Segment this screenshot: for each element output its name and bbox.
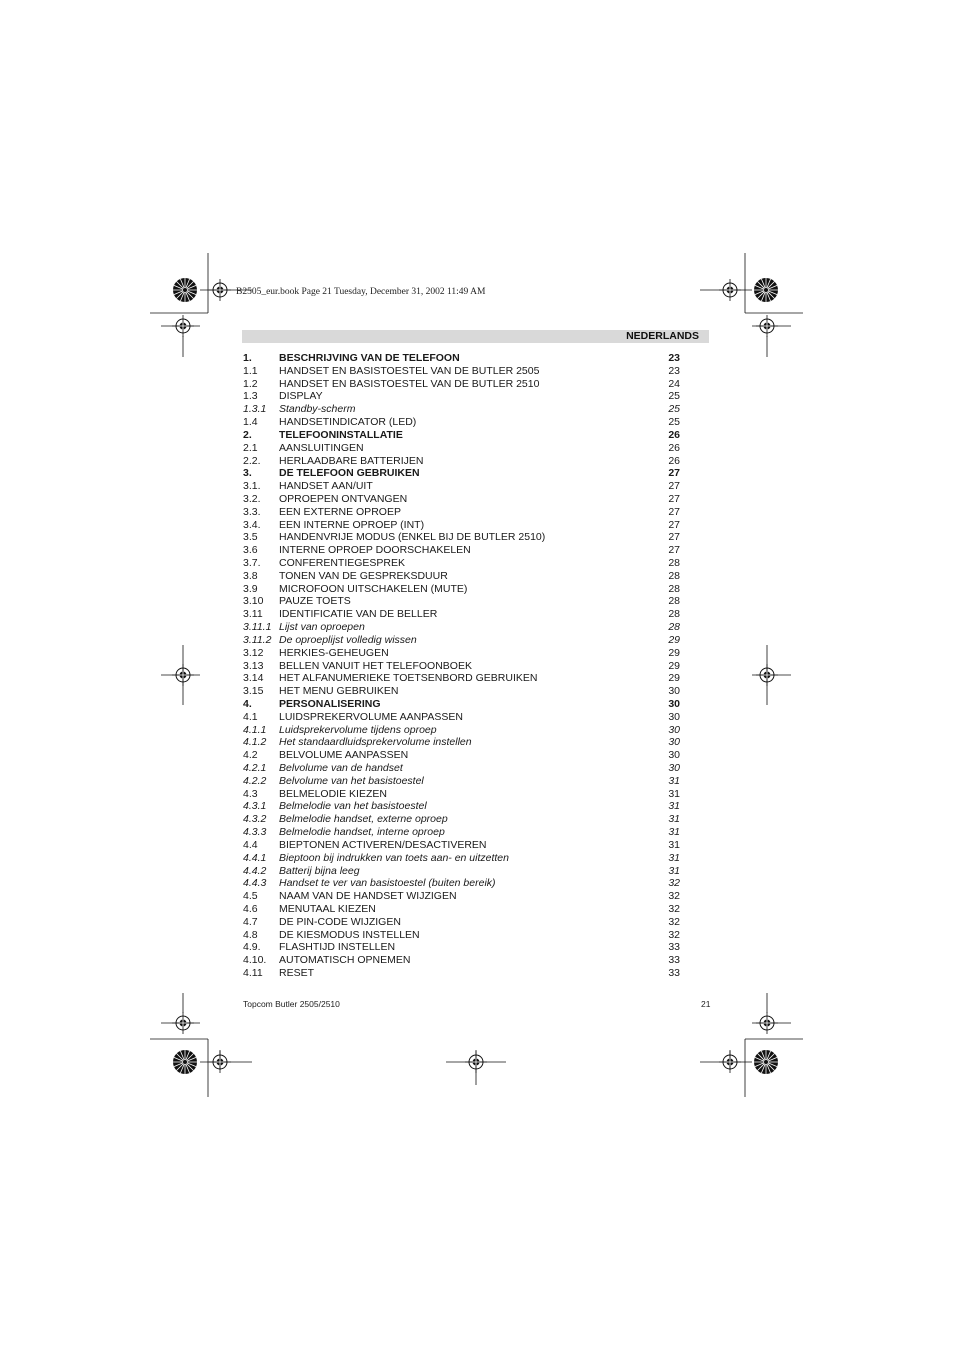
toc-entry-title: HET MENU GEBRUIKEN [279, 685, 399, 698]
toc-entry[interactable] [243, 378, 680, 391]
toc-entry[interactable] [243, 608, 680, 621]
toc-entry-title: LUIDSPREKERVOLUME AANPASSEN [279, 710, 464, 723]
toc-entry-number: 3.12 [243, 646, 264, 659]
toc-entry-number: 4. [243, 697, 252, 710]
toc-entry-title: HANDSETINDICATOR (LED) [279, 416, 417, 429]
toc-entry-page: 28 [668, 608, 680, 621]
toc-entry-page: 29 [668, 659, 680, 672]
toc-entry[interactable] [243, 698, 680, 711]
toc-entry-page: 30 [668, 697, 680, 710]
toc-entry-page: 27 [668, 480, 680, 493]
toc-entry-title: Belmelodie handset, externe oproep [279, 813, 448, 826]
toc-entry-page: 29 [668, 633, 680, 646]
toc-entry-page: 27 [668, 518, 680, 531]
toc-entry-number: 3. [243, 467, 252, 480]
toc-entry-title: FLASHTIJD INSTELLEN [279, 941, 396, 954]
toc-entry-title: Batterij bijna leeg [279, 864, 360, 877]
toc-entry-page: 31 [668, 800, 680, 813]
toc-entry-number: 4.3.3 [243, 826, 267, 839]
toc-entry-number: 4.3.1 [243, 800, 267, 813]
toc-entry-number: 3.15 [243, 685, 264, 698]
toc-entry-number: 2.1 [243, 441, 258, 454]
toc-entry[interactable] [243, 967, 680, 980]
toc-entry[interactable] [243, 493, 680, 506]
toc-entry-title: EEN EXTERNE OPROEP [279, 505, 401, 518]
toc-entry-page: 31 [668, 813, 680, 826]
toc-entry-page: 28 [668, 595, 680, 608]
toc-entry-number: 2. [243, 428, 252, 441]
toc-entry-page: 32 [668, 890, 680, 903]
toc-entry-number: 4.1.1 [243, 723, 267, 736]
toc-entry[interactable] [243, 839, 680, 852]
toc-entry-title: HANDSET EN BASISTOESTEL VAN DE BUTLER 2505 [279, 364, 540, 377]
toc-entry[interactable] [243, 685, 680, 698]
toc-entry-title: Belvolume van het basistoestel [279, 774, 424, 787]
toc-entry-title: CONFERENTIEGESPREK [279, 557, 406, 569]
toc-entry[interactable] [243, 672, 680, 685]
toc-entry-number: 3.5 [243, 531, 258, 544]
toc-entry-number: 4.7 [243, 915, 258, 928]
toc-entry[interactable] [243, 916, 680, 929]
toc-entry[interactable] [243, 890, 680, 903]
toc-entry-number: 4.4.1 [243, 851, 267, 864]
toc-entry-page: 25 [668, 416, 680, 429]
toc-entry-page: 30 [668, 685, 680, 698]
toc-entry[interactable] [243, 429, 680, 442]
toc-entry-title: BELMELODIE KIEZEN [279, 787, 387, 800]
toc-entry[interactable] [243, 455, 680, 468]
toc-entry-page: 31 [668, 826, 680, 839]
toc-entry-number: 3.4. [243, 518, 261, 531]
toc-entry-title: HANDSET EN BASISTOESTEL VAN DE BUTLER 2510 [279, 377, 540, 390]
toc-entry-number: 3.1. [243, 480, 261, 493]
toc-entry-number: 1.1 [243, 364, 258, 377]
toc-entry[interactable] [243, 467, 680, 480]
toc-entry-page: 33 [668, 954, 680, 967]
toc-entry-title: BELVOLUME AANPASSEN [279, 749, 409, 762]
toc-entry-page: 23 [668, 352, 680, 364]
toc-entry-number: 4.2.2 [243, 774, 267, 787]
toc-entry-number: 3.14 [243, 672, 264, 685]
toc-entry-title: TONEN VAN DE GESPREKSDUUR [279, 569, 448, 582]
toc-entry[interactable] [243, 595, 680, 608]
toc-entry[interactable] [243, 660, 680, 673]
toc-entry-page: 32 [668, 915, 680, 928]
toc-entry-number: 3.8 [243, 569, 258, 582]
toc-entry-page: 33 [668, 967, 680, 979]
toc-entry-title: MICROFOON UITSCHAKELEN (MUTE) [279, 582, 468, 595]
print-slug: B2505_eur.book Page 21 Tuesday, December 31, 2002 11:49 AM [236, 287, 486, 297]
toc-entry[interactable] [243, 352, 680, 365]
toc-entry-page: 25 [668, 390, 680, 403]
toc-entry[interactable] [243, 877, 680, 890]
toc-entry[interactable] [243, 531, 680, 544]
language-label: NEDERLANDS [626, 330, 699, 342]
toc-entry-page: 23 [668, 364, 680, 377]
toc-entry[interactable] [243, 544, 680, 557]
toc-entry-number: 4.4.2 [243, 864, 267, 877]
toc-entry-title: TELEFOONINSTALLATIE [279, 428, 403, 441]
toc-entry-title: HANDSET AAN/UIT [279, 480, 373, 493]
toc-entry-number: 3.6 [243, 544, 258, 557]
toc-entry-title: De oproeplijst volledig wissen [279, 633, 417, 646]
toc-entry-page: 26 [668, 428, 680, 441]
toc-entry-title: IDENTIFICATIE VAN DE BELLER [279, 608, 438, 621]
toc-entry-page: 30 [668, 762, 680, 774]
toc-entry[interactable] [243, 826, 680, 839]
toc-entry-title: Belvolume van de handset [279, 762, 403, 774]
toc-entry-number: 4.4 [243, 838, 258, 851]
toc-entry-number: 1.3.1 [243, 403, 267, 416]
toc-entry-page: 26 [668, 454, 680, 467]
toc-entry-number: 3.2. [243, 492, 261, 505]
toc-entry[interactable] [243, 724, 680, 737]
toc-entry-number: 4.6 [243, 902, 258, 915]
toc-entry-title: EEN INTERNE OPROEP (INT) [279, 518, 425, 531]
toc-entry-title: OPROEPEN ONTVANGEN [279, 492, 408, 505]
toc-entry[interactable] [243, 519, 680, 532]
toc-entry-number: 4.11 [243, 967, 263, 979]
toc-entry-page: 31 [668, 787, 680, 800]
toc-entry-number: 4.1.2 [243, 736, 267, 749]
toc-entry-title: HANDENVRIJE MODUS (ENKEL BIJ DE BUTLER 2510) [279, 531, 546, 544]
toc-entry-page: 32 [668, 902, 680, 915]
toc-entry-page: 30 [668, 710, 680, 723]
toc-entry-number: 4.3.2 [243, 813, 267, 826]
toc-entry[interactable] [243, 749, 680, 762]
toc-entry-number: 3.3. [243, 505, 261, 518]
toc-entry-title: Luidsprekervolume tijdens oproep [279, 723, 437, 736]
toc-entry-title: Lijst van oproepen [279, 621, 365, 634]
toc-entry[interactable] [243, 634, 680, 647]
toc-entry-title: PAUZE TOETS [279, 595, 351, 608]
toc-entry-page: 31 [668, 851, 680, 864]
toc-entry-page: 27 [668, 505, 680, 518]
toc-entry[interactable] [243, 775, 680, 788]
toc-entry-page: 30 [668, 749, 680, 762]
toc-entry-number: 3.7. [243, 557, 261, 569]
toc-entry-page: 28 [668, 621, 680, 634]
toc-entry-number: 4.2.1 [243, 762, 267, 774]
toc-entry-number: 3.9 [243, 582, 258, 595]
toc-entry-title: BELLEN VANUIT HET TELEFOONBOEK [279, 659, 472, 672]
toc-entry-title: PERSONALISERING [279, 697, 381, 710]
toc-entry-title: AUTOMATISCH OPNEMEN [279, 954, 411, 967]
toc-entry-title: Handset te ver van basistoestel (buiten bereik) [279, 877, 496, 890]
toc-entry[interactable] [243, 800, 680, 813]
toc-entry[interactable] [243, 813, 680, 826]
toc-entry-title: DE TELEFOON GEBRUIKEN [279, 467, 420, 480]
toc-entry-number: 4.4.3 [243, 877, 267, 890]
toc-entry-number: 4.2 [243, 749, 258, 762]
toc-entry[interactable] [243, 583, 680, 596]
toc-entry-page: 27 [668, 544, 680, 557]
toc-entry[interactable] [243, 442, 680, 455]
toc-entry-page: 25 [668, 403, 680, 416]
toc-entry-page: 27 [668, 467, 680, 480]
toc-entry-page: 31 [668, 864, 680, 877]
toc-entry-number: 4.9. [243, 941, 261, 954]
toc-entry-title: HERLAADBARE BATTERIJEN [279, 454, 424, 467]
toc-entry-page: 32 [668, 877, 680, 890]
toc-entry-number: 1.2 [243, 377, 258, 390]
toc-entry[interactable] [243, 506, 680, 519]
toc-entry-page: 29 [668, 672, 680, 685]
toc-entry-title: Belmelodie handset, interne oproep [279, 826, 445, 839]
toc-entry[interactable] [243, 762, 680, 775]
toc-entry[interactable] [243, 621, 680, 634]
toc-entry[interactable] [243, 390, 680, 403]
toc-entry-title: DE PIN-CODE WIJZIGEN [279, 915, 401, 928]
toc-entry-title: Het standaardluidsprekervolume instellen [279, 736, 472, 749]
toc-entry[interactable] [243, 954, 680, 967]
toc-entry-title: HERKIES-GEHEUGEN [279, 646, 389, 659]
toc-entry[interactable] [243, 365, 680, 378]
toc-entry-page: 28 [668, 557, 680, 569]
toc-entry-number: 4.5 [243, 890, 258, 903]
toc-entry-title: Bieptoon bij indrukken van toets aan- en uitzetten [279, 851, 509, 864]
toc-entry-number: 1.4 [243, 416, 258, 429]
toc-entry[interactable] [243, 941, 680, 954]
toc-entry[interactable] [243, 570, 680, 583]
toc-entry[interactable] [243, 788, 680, 801]
toc-entry[interactable] [243, 929, 680, 942]
toc-entry-title: BIEPTONEN ACTIVEREN/DESACTIVEREN [279, 838, 487, 851]
toc-entry-title: Standby-scherm [279, 403, 356, 416]
toc-entry[interactable] [243, 736, 680, 749]
toc-entry-number: 2.2. [243, 454, 261, 467]
toc-entry-number: 3.11.1 [243, 621, 272, 634]
toc-entry-number: 3.13 [243, 659, 264, 672]
toc-entry[interactable] [243, 416, 680, 429]
toc-entry-title: NAAM VAN DE HANDSET WIJZIGEN [279, 890, 457, 903]
toc-entry[interactable] [243, 711, 680, 724]
toc-entry[interactable] [243, 865, 680, 878]
toc-entry-page: 31 [668, 838, 680, 851]
language-header-bar [242, 330, 709, 343]
toc-entry-page: 26 [668, 441, 680, 454]
toc-entry-page: 32 [668, 928, 680, 941]
toc-entry-page: 33 [668, 941, 680, 954]
toc-entry-page: 30 [668, 723, 680, 736]
footer-page-number: 21 [701, 999, 711, 1009]
toc-entry-title: DE KIESMODUS INSTELLEN [279, 928, 420, 941]
toc-entry-page: 27 [668, 492, 680, 505]
toc-entry-title: DISPLAY [279, 390, 323, 403]
toc-entry[interactable] [243, 557, 680, 570]
toc-entry-number: 3.10 [243, 595, 264, 608]
toc-entry-title: MENUTAAL KIEZEN [279, 902, 376, 915]
toc-entry-number: 4.3 [243, 787, 258, 800]
toc-entry-number: 4.1 [243, 710, 258, 723]
toc-entry-number: 4.8 [243, 928, 258, 941]
toc-entry-page: 27 [668, 531, 680, 544]
footer-product: Topcom Butler 2505/2510 [243, 999, 340, 1009]
toc-entry-number: 3.11 [243, 608, 263, 621]
toc-entry-title: RESET [279, 967, 315, 979]
toc-entry[interactable] [243, 903, 680, 916]
toc-entry-title: AANSLUITINGEN [279, 441, 364, 454]
toc-entry-page: 28 [668, 582, 680, 595]
toc-entry-title: BESCHRIJVING VAN DE TELEFOON [279, 352, 460, 364]
toc-entry-title: Belmelodie van het basistoestel [279, 800, 427, 813]
toc-entry-page: 31 [668, 774, 680, 787]
toc-entry-page: 29 [668, 646, 680, 659]
toc-entry-title: HET ALFANUMERIEKE TOETSENBORD GEBRUIKEN [279, 672, 538, 685]
toc-entry[interactable] [243, 403, 680, 416]
toc-entry-number: 4.10. [243, 954, 267, 967]
toc-entry-number: 1. [243, 352, 252, 364]
toc-entry-number: 1.3 [243, 390, 258, 403]
toc-entry-number: 3.11.2 [243, 633, 272, 646]
toc-entry-page: 24 [668, 377, 680, 390]
toc-entry[interactable] [243, 480, 680, 493]
toc-entry-page: 30 [668, 736, 680, 749]
toc-entry-title: INTERNE OPROEP DOORSCHAKELEN [279, 544, 471, 557]
toc-entry[interactable] [243, 647, 680, 660]
table-of-contents [243, 352, 680, 980]
toc-entry-page: 28 [668, 569, 680, 582]
toc-entry[interactable] [243, 852, 680, 865]
